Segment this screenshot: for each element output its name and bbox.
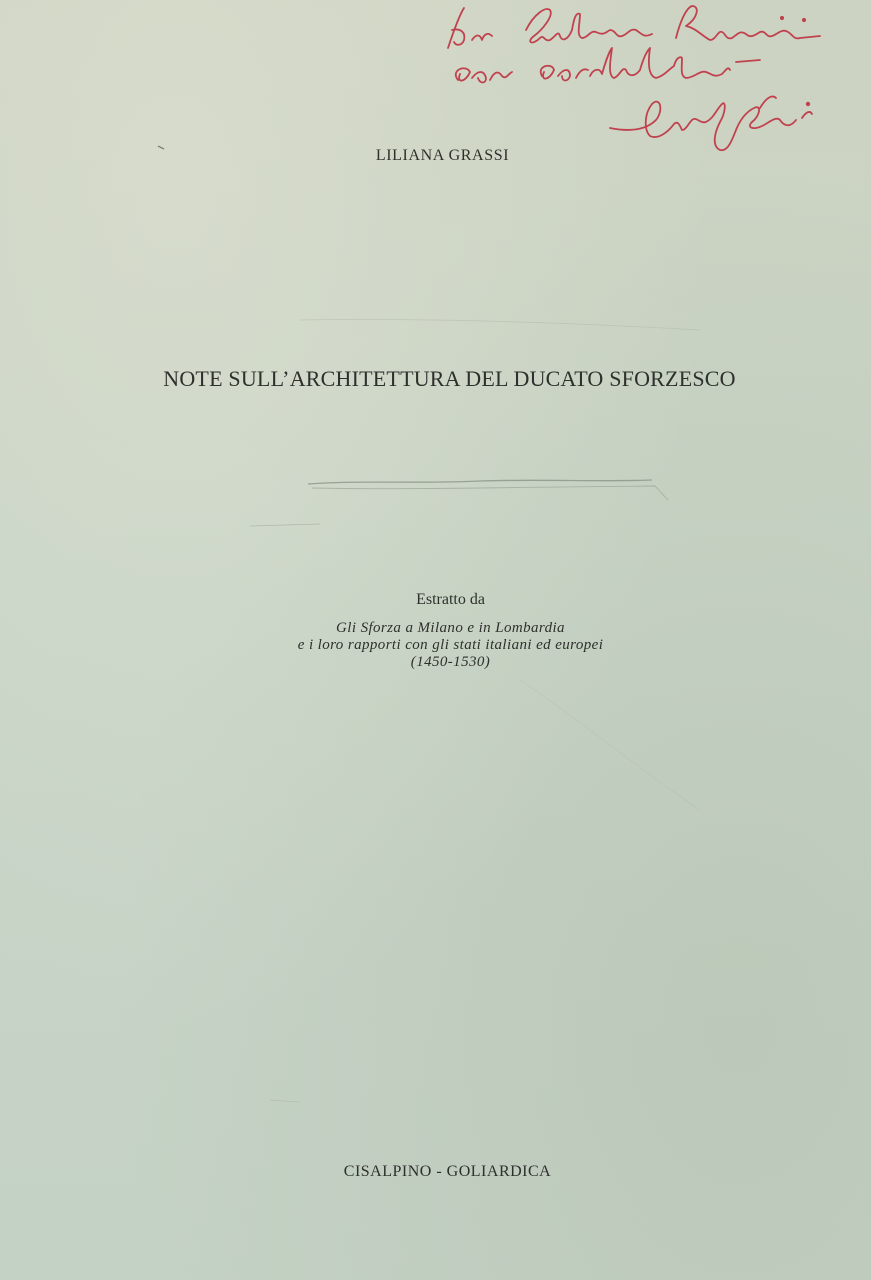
extract-label: Estratto da bbox=[416, 591, 485, 608]
publisher-name: CISALPINO - GOLIARDICA bbox=[343, 1163, 552, 1180]
document-title: NOTE SULL’ARCHITETTURA DEL DUCATO SFORZESCO bbox=[163, 366, 736, 391]
dedication-handwriting bbox=[430, 0, 850, 170]
source-publication bbox=[0, 620, 871, 671]
source-line: Gli Sforza a Milano e in Lombardia bbox=[336, 620, 565, 636]
handwritten-dedication bbox=[430, 0, 850, 170]
source-line: e i loro rapporti con gli stati italiani ed europei bbox=[297, 637, 604, 653]
author-name: LILIANA GRASSI bbox=[375, 147, 510, 164]
source-line: (1450-1530) bbox=[410, 654, 491, 670]
